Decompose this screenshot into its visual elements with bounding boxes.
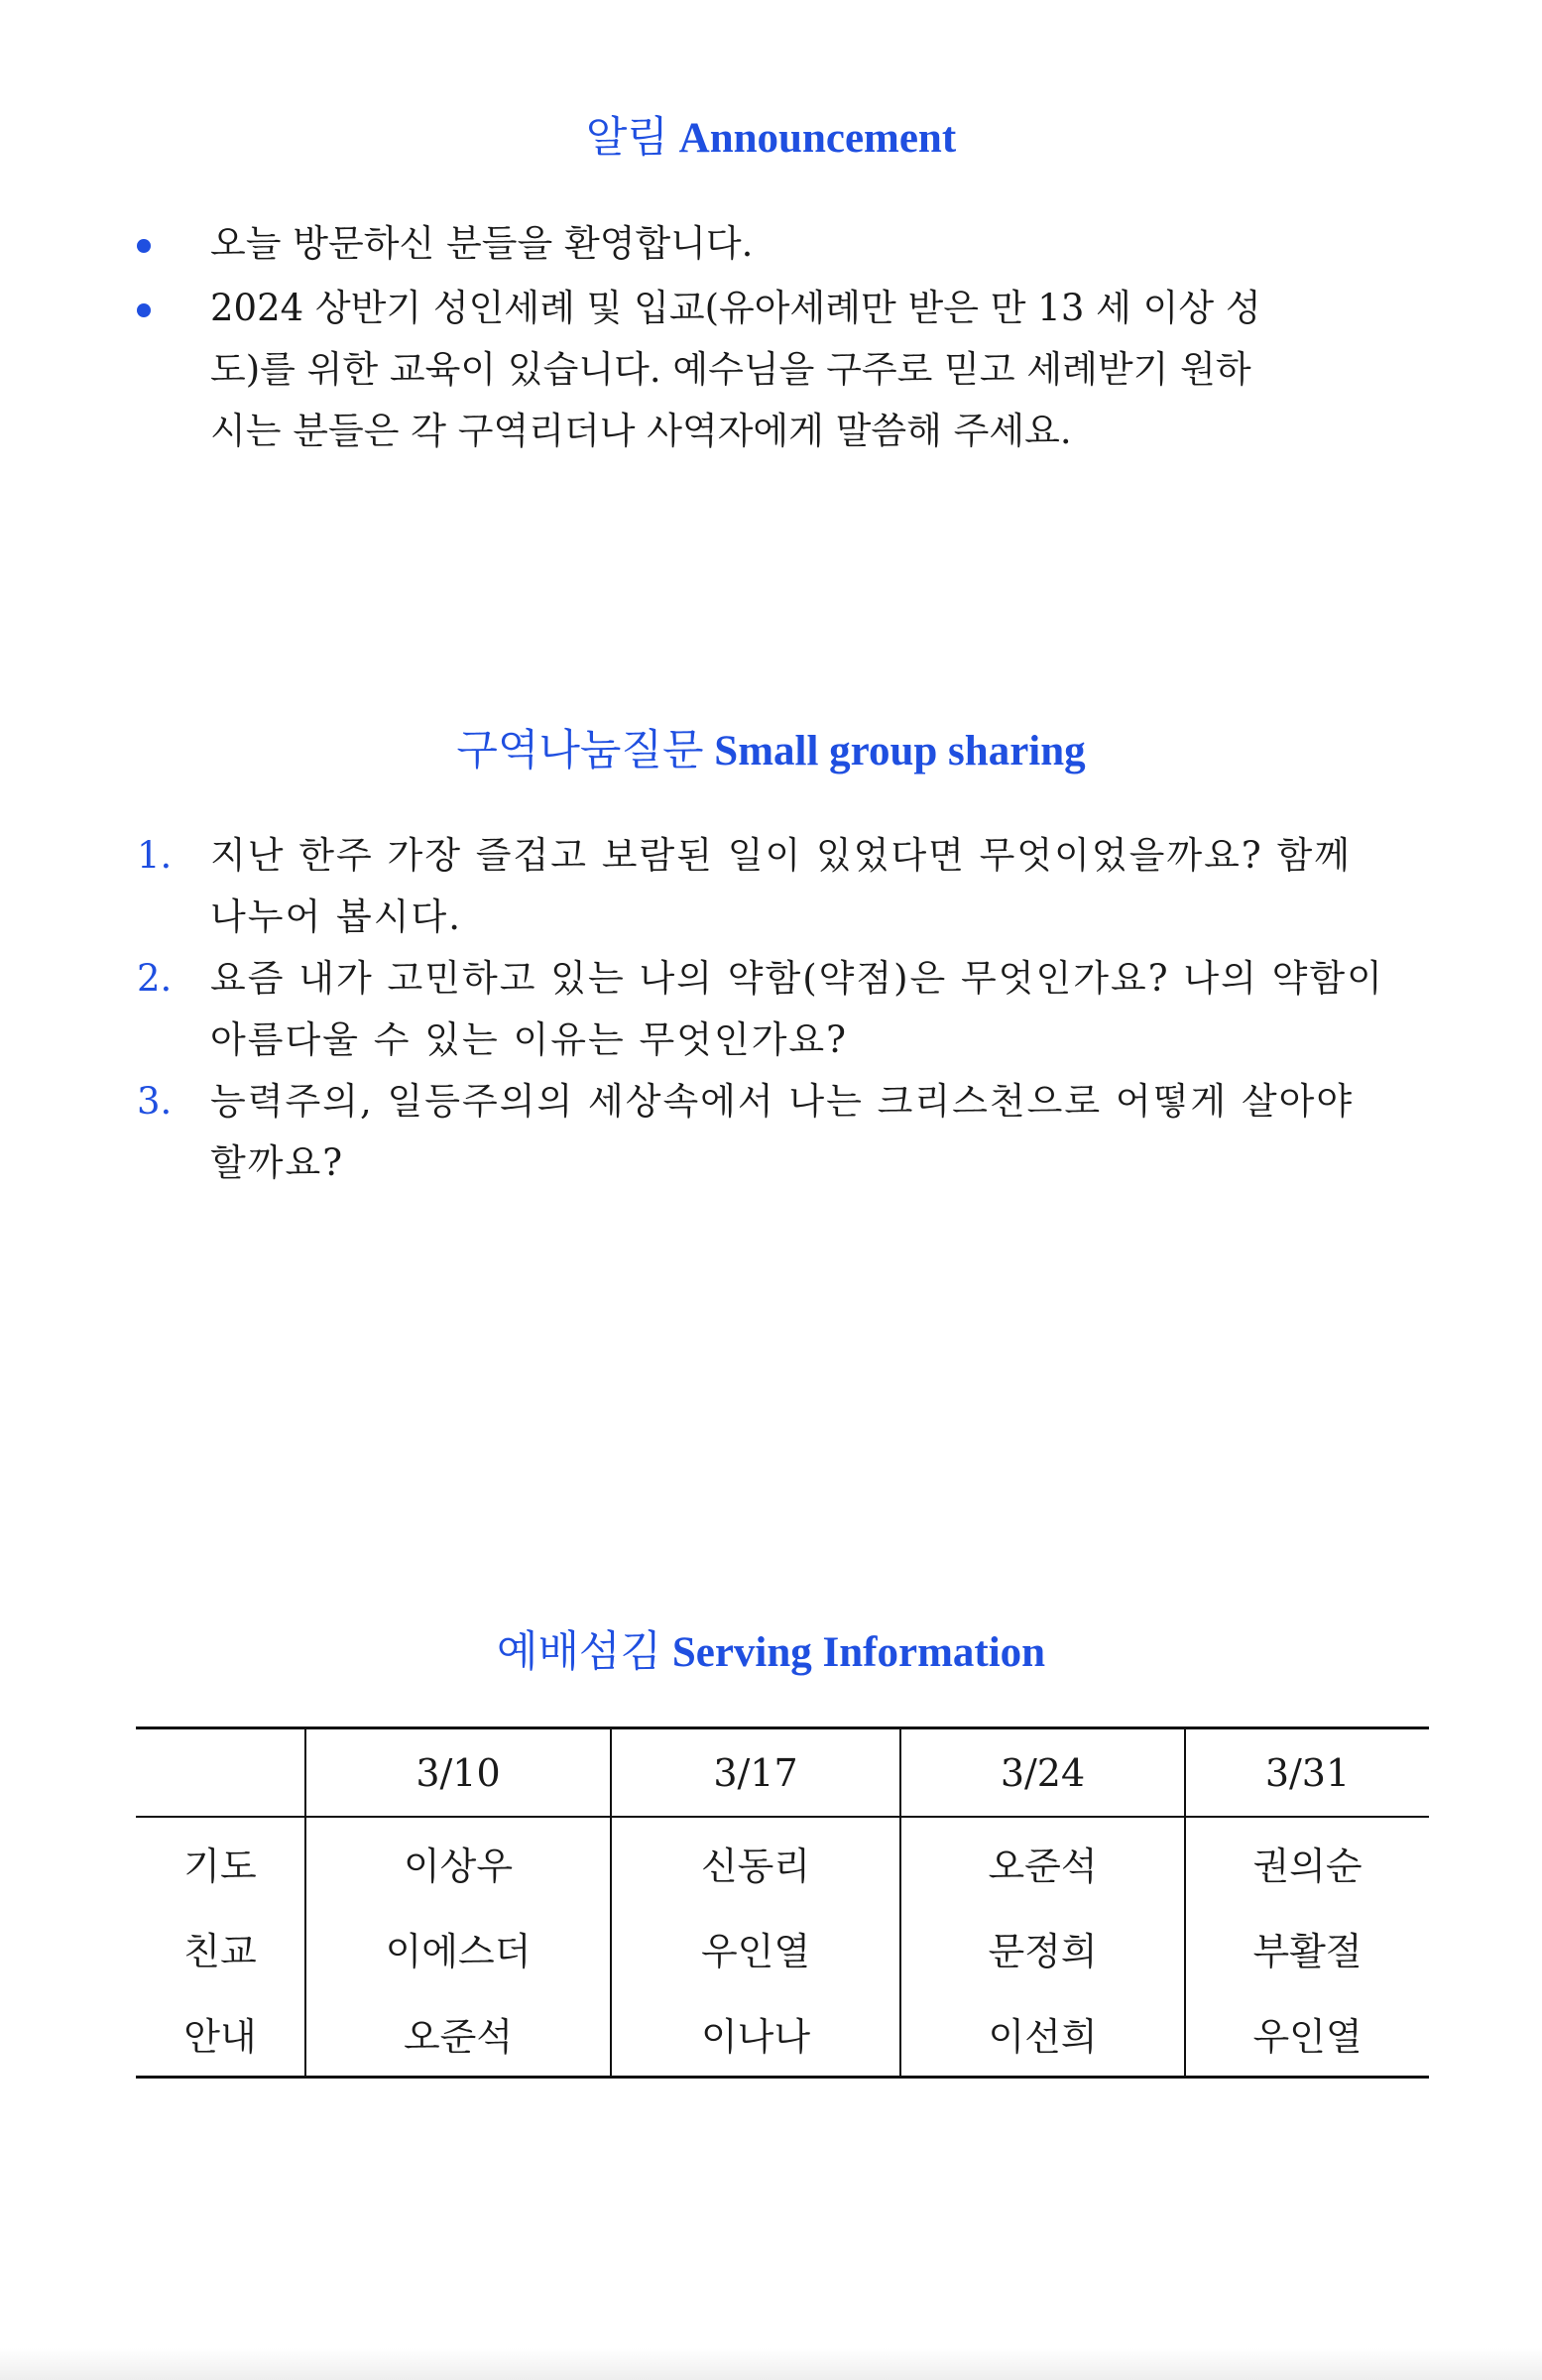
question-number: 3.: [137, 1080, 173, 1123]
question-text: 능력주의, 일등주의의 세상속에서 나는 크리스천으로 어떻게 살아야 할까요?: [210, 1080, 1355, 1184]
role-header-cell: [136, 1728, 305, 1818]
serving-table: [136, 1726, 1429, 2079]
question-text: 지난 한주 가장 즐겁고 보람된 일이 있었다면 무엇이었을까요? 함께 나누어 봅시다.: [210, 834, 1352, 938]
announcement-title-ko: 알림: [585, 115, 668, 162]
name-cell: 부활절: [1185, 1905, 1429, 1990]
date-header: 3/31: [1185, 1728, 1429, 1818]
role-cell: 친교: [183, 1929, 257, 1973]
name-cell: 신동리: [611, 1817, 900, 1905]
serving-header-row: [136, 1728, 1429, 1818]
date-header: 3/17: [611, 1728, 900, 1818]
name-cell: 우인열: [1185, 1990, 1429, 2078]
sharing-question: [0, 948, 1542, 1071]
serving-title-ko: 예배섬김: [496, 1629, 662, 1676]
announcement-item: [0, 213, 1542, 275]
announcement-list: [0, 213, 1542, 465]
name-cell: 우인열: [611, 1905, 900, 1990]
name-cell: 오준석: [900, 1817, 1185, 1905]
sharing-title-ko: 구역나눔질문: [456, 728, 704, 774]
bullet-icon: [137, 239, 151, 253]
serving-row-fellowship: [136, 1905, 1429, 1990]
serving-title-en: Serving Information: [671, 1629, 1046, 1676]
page-bottom-shadow: [0, 2348, 1542, 2380]
serving-row-prayer: [136, 1817, 1429, 1905]
name-cell: 문정희: [900, 1905, 1185, 1990]
announcement-item-text: 2024 상반기 성인세례 및 입교(유아세례만 받은 만 13 세 이상 성도)를 위한 교육이 있습니다. 예수님을 구주로 믿고 세례받기 원하시는 분들은 각 구역리더나 사역자에게 말씀해 주세요.: [210, 287, 1261, 452]
name-cell: 이선희: [900, 1990, 1185, 2078]
sharing-question-list: [0, 825, 1542, 1194]
sharing-title-en: Small group sharing: [714, 728, 1086, 774]
serving-heading: [0, 1623, 1542, 1683]
role-cell: 기도: [183, 1844, 257, 1888]
serving-row-usher: [136, 1990, 1429, 2078]
question-number: 1.: [137, 834, 173, 877]
date-header: 3/24: [900, 1728, 1185, 1818]
question-number: 2.: [137, 957, 173, 1000]
date-header: 3/10: [305, 1728, 611, 1818]
name-cell: 이나나: [611, 1990, 900, 2078]
sharing-question: [0, 825, 1542, 948]
sharing-heading: [0, 722, 1542, 781]
announcement-heading: [0, 109, 1542, 169]
name-cell: 권의순: [1185, 1817, 1429, 1905]
announcement-item-text: 오늘 방문하신 분들을 환영합니다.: [210, 222, 754, 265]
announcement-title-en: Announcement: [678, 115, 957, 162]
question-text: 요즘 내가 고민하고 있는 나의 약함(약점)은 무엇인가요? 나의 약함이 아름다울 수 있는 이유는 무엇인가요?: [210, 957, 1384, 1061]
sharing-question: [0, 1071, 1542, 1194]
name-cell: 이상우: [305, 1817, 611, 1905]
name-cell: 이에스더: [305, 1905, 611, 1990]
announcement-item: [0, 278, 1542, 462]
bullet-icon: [137, 303, 151, 317]
name-cell: 오준석: [305, 1990, 611, 2078]
role-cell: 안내: [183, 2014, 257, 2059]
